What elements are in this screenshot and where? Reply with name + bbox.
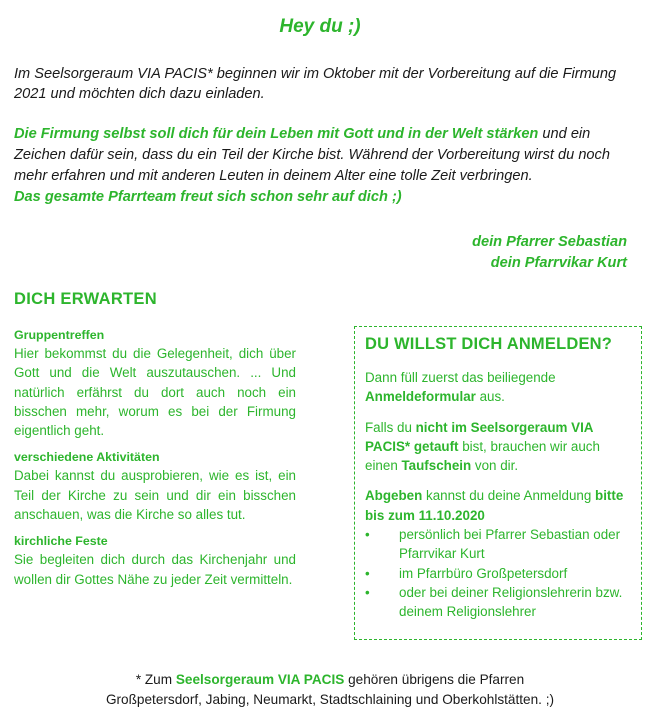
- signature-pfarrer: dein Pfarrer Sebastian: [472, 234, 627, 250]
- signup-p2-text: Falls du: [365, 419, 416, 435]
- footer-line-2: Großpetersdorf, Jabing, Neumarkt, Stadtschlaining und Oberkohlstätten. ;): [105, 692, 555, 707]
- firmung-bold-statement: Die Firmung selbst soll dich für dein Leben mit Gott und in der Welt stärken: [14, 126, 539, 142]
- signup-submit-word: Abgeben: [365, 488, 423, 504]
- list-item: [365, 583, 631, 622]
- signup-p3-text: kannst du deine Anmeldung: [422, 488, 596, 504]
- firmung-paragraph: [14, 124, 626, 208]
- section-body-aktivitaeten: Dabei kannst du ausprobieren, wie es ist, ein Teil der Kirche zu sein und dir ein bisschen anschauen, was die Kirche so alles tut.: [14, 468, 296, 523]
- option-text: persönlich bei Pfarrer Sebastian oder Pfarrvikar Kurt: [399, 527, 621, 562]
- signup-p1-text: Dann füll zuerst das beiliegende: [365, 370, 556, 385]
- expect-section-title: DICH ERWARTEN: [14, 290, 157, 308]
- expect-list: [14, 327, 296, 598]
- signup-deadline: bitte bis zum 11.10.2020: [365, 488, 624, 523]
- section-heading-feste: kirchliche Feste: [14, 534, 108, 549]
- signature-block: [472, 232, 627, 274]
- section-heading-gruppentreffen: Gruppentreffen: [14, 328, 105, 342]
- section-heading-aktivitaeten: verschiedene Aktivitäten: [14, 450, 160, 465]
- footer-text-start: * Zum: [135, 672, 176, 687]
- signup-not-baptized: nicht im Seelsorgeraum VIA PACIS* getauft: [365, 419, 593, 454]
- footer-seelsorgeraum: Seelsorgeraum VIA PACIS: [175, 672, 345, 687]
- signup-box: [354, 326, 642, 640]
- footer-text-end: gehören übrigens die Pfarren: [344, 672, 525, 687]
- bullet-icon: •: [365, 584, 370, 600]
- signup-baptism-certificate: Taufschein: [401, 458, 472, 474]
- signup-deadline-paragraph: [365, 486, 631, 525]
- list-item: [365, 564, 631, 583]
- option-text: oder bei deiner Religionslehrerin bzw. deinem Religionslehrer: [399, 584, 623, 620]
- pfarrteam-greeting: Das gesamte Pfarrteam freut sich schon sehr auf dich ;): [14, 189, 402, 205]
- footer-line-1: [0, 670, 660, 690]
- list-item: [365, 525, 631, 564]
- greeting-heading: Hey du ;): [279, 16, 361, 37]
- signup-title: DU WILLST DICH ANMELDEN?: [365, 335, 613, 353]
- bullet-icon: •: [365, 527, 370, 543]
- signup-form-name: Anmeldeformular: [365, 389, 476, 405]
- signup-p2-mid: bist, brauchen wir auch einen: [365, 438, 600, 474]
- footer-note: [0, 670, 660, 710]
- signup-options-list: [365, 525, 631, 621]
- signup-baptism-paragraph: [365, 418, 631, 476]
- firmung-text: und ein Zeichen dafür sein, dass du ein Teil der Kirche bist. Während der Vorbereitung wirst du noch mehr erfahren und mit anderen Leuten in deinem Alter eine tolle Zeit verbringen.: [14, 126, 610, 184]
- section-body-feste: Sie begleiten dich durch das Kirchenjahr und wollen dir Gottes Nähe zu jeder Zeit vermitteln.: [14, 552, 296, 587]
- bullet-icon: •: [365, 565, 370, 581]
- section-body-gruppentreffen: Hier bekommst du die Gelegenheit, dich über Gott und die Welt auszutauschen. ... Und natürlich erfährst du dort auch noch ein bisschen mehr, worum es bei der Firmung eigentlich geht.: [14, 346, 296, 439]
- intro-paragraph: Im Seelsorgeraum VIA PACIS* beginnen wir im Oktober mit der Vorbereitung auf die Firmung 2021 und möchten dich dazu einladen.: [14, 66, 617, 102]
- option-text: im Pfarrbüro Großpetersdorf: [399, 565, 568, 581]
- signup-p1-end: aus.: [475, 389, 505, 405]
- signup-form-paragraph: [365, 368, 631, 407]
- signup-p2-end: von dir.: [471, 458, 519, 474]
- signature-pfarrvikar: dein Pfarrvikar Kurt: [490, 255, 627, 271]
